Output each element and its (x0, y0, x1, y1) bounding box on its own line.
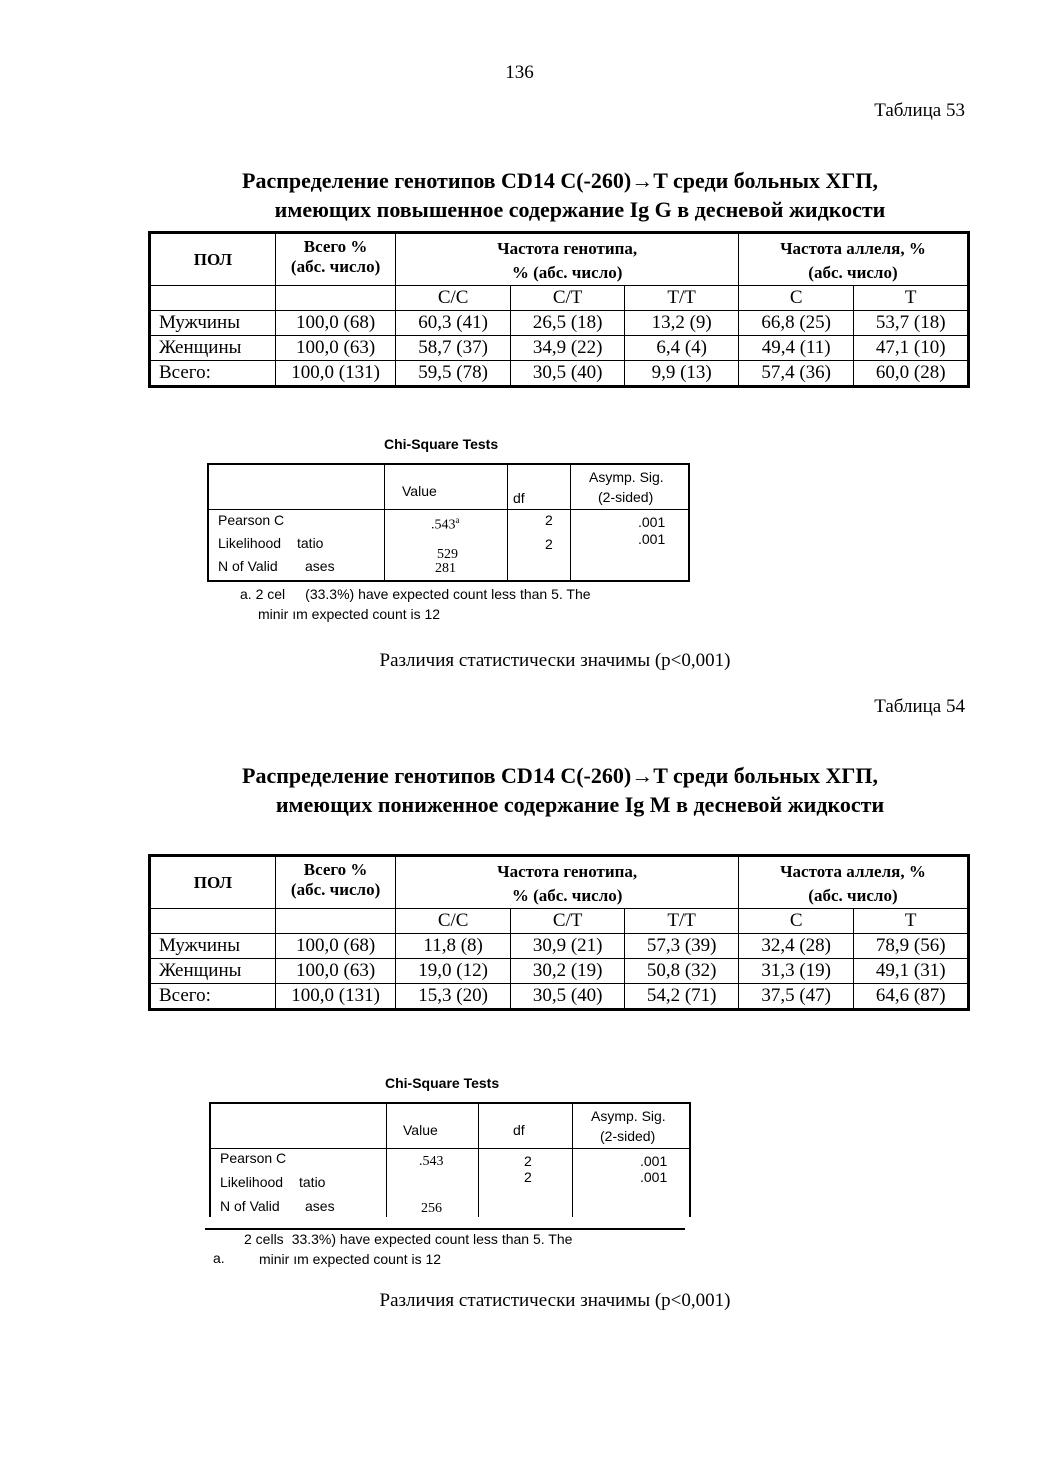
likelihood-df: 2 (545, 536, 553, 552)
col-header: C (738, 909, 854, 934)
valid-cases-value: 281 (435, 561, 456, 576)
row-valid: N of Valid (220, 1198, 280, 1214)
likelihood-df: 2 (524, 1169, 532, 1185)
row-likelihood-ratio: tatio (297, 535, 324, 551)
cell: 78,9 (56) (854, 934, 969, 959)
cell: 26,5 (18) (510, 311, 625, 336)
table-row (150, 361, 969, 387)
header-allele-sub: (абс. число) (738, 261, 968, 286)
genotype-table (148, 231, 970, 388)
cell: 100,0 (63) (275, 336, 396, 361)
header-allele: Частота аллеля, % (738, 856, 968, 885)
header-genotype: Частота генотипа, (396, 856, 739, 885)
table-title (120, 761, 1000, 819)
chi-square-title: Chi-Square Tests (384, 436, 499, 452)
table-row (150, 336, 969, 361)
row-likelihood: Likelihood (218, 535, 282, 551)
col-header: C/T (510, 286, 625, 311)
row-likelihood-ratio: tatio (299, 1174, 326, 1190)
row-pearson: Pearson C (218, 512, 285, 528)
cell: 47,1 (10) (854, 336, 969, 361)
col-header: T/T (625, 286, 739, 311)
table-title-line: Распределение генотипов CD14 C(-260)→T среди больных ХГП, (242, 168, 878, 193)
col-header: T/T (625, 909, 739, 934)
pearson-df: 2 (524, 1153, 532, 1169)
cell: 37,5 (47) (738, 984, 854, 1010)
cell: 66,8 (25) (738, 311, 854, 336)
header-sig-sub: (2-sided) (598, 489, 654, 505)
header-allele-sub: (абс. число) (738, 884, 968, 909)
table-row (150, 311, 969, 336)
likelihood-sig: .001 (640, 1169, 668, 1185)
table-title (120, 166, 1000, 224)
cell: 58,7 (37) (396, 336, 511, 361)
cell: 6,4 (4) (625, 336, 739, 361)
likelihood-value: 529 (437, 547, 458, 559)
row-valid: N of Valid (218, 558, 278, 574)
row-valid-cases: ases (305, 558, 335, 574)
chi-square-table (209, 1102, 691, 1217)
cell: 32,4 (28) (738, 934, 854, 959)
cell: 49,1 (31) (854, 959, 969, 984)
header-sig-sub: (2-sided) (600, 1128, 656, 1144)
table-label: Таблица 54 (874, 696, 965, 717)
cell: 30,2 (19) (510, 959, 625, 984)
row-label: Всего: (150, 984, 276, 1010)
row-pearson: Pearson C (220, 1150, 287, 1166)
chi-footnote: a. 2 cel (33.3%) have expected count less than 5. The minir ım expected count is 12 (240, 586, 591, 622)
cell: 100,0 (68) (275, 934, 396, 959)
cell: 11,8 (8) (396, 934, 511, 959)
pearson-value: .543 (419, 1154, 444, 1169)
table-title-line: имеющих пониженное содержание Ig M в десневой жидкости (275, 792, 885, 817)
row-label: Мужчины (150, 311, 276, 336)
pearson-sig: .001 (640, 1153, 668, 1169)
header-genotype-sub: % (абс. число) (396, 261, 739, 286)
table-row (150, 959, 969, 984)
header-total: Всего % (абс. число) (275, 856, 396, 909)
cell: 100,0 (68) (275, 311, 396, 336)
chi-footnote: 2 cells 33.3%) have expected count less than 5. The minir ım expected count is 12 (244, 1231, 573, 1267)
chi-footnote-marker: a. (213, 1250, 225, 1266)
pearson-value: .543$^a$ (431, 515, 460, 533)
header-genotype-sub: % (абс. число) (396, 884, 739, 909)
cell: 64,6 (87) (854, 984, 969, 1010)
table-row (150, 934, 969, 959)
cell: 9,9 (13) (625, 361, 739, 387)
row-label: Женщины (150, 959, 276, 984)
col-header: T (854, 909, 969, 934)
row-valid-cases: ases (305, 1198, 335, 1214)
table-label: Таблица 53 (874, 100, 965, 121)
col-header: C/C (396, 909, 511, 934)
cell: 31,3 (19) (738, 959, 854, 984)
pearson-df: 2 (545, 512, 553, 528)
header-df: df (513, 1122, 525, 1138)
cell: 53,7 (18) (854, 311, 969, 336)
col-header: C/T (510, 909, 625, 934)
cell: 59,5 (78) (396, 361, 511, 387)
col-header: C (738, 286, 854, 311)
header-allele: Частота аллеля, % (738, 233, 968, 262)
header-df: df (513, 490, 525, 506)
significance-note: Различия статистически значимы (p<0,001) (379, 650, 731, 671)
chi-square-table (207, 463, 690, 582)
table-row (150, 984, 969, 1010)
header-sig: Asymp. Sig. (589, 469, 664, 485)
cell: 100,0 (131) (275, 361, 396, 387)
cell: 50,8 (32) (625, 959, 739, 984)
header-value: Value (402, 483, 437, 499)
cell: 30,9 (21) (510, 934, 625, 959)
col-header: C/C (396, 286, 511, 311)
significance-note: Различия статистически значимы (p<0,001) (379, 1290, 731, 1311)
header-value: Value (403, 1122, 438, 1138)
header-genotype: Частота генотипа, (396, 233, 739, 262)
cell: 13,2 (9) (625, 311, 739, 336)
table-title-line: имеющих повышенное содержание Ig G в десневой жидкости (274, 197, 886, 222)
cell: 57,3 (39) (625, 934, 739, 959)
row-likelihood: Likelihood (220, 1174, 284, 1190)
cell: 30,5 (40) (510, 984, 625, 1010)
pearson-sig: .001 (638, 514, 666, 530)
row-label: Женщины (150, 336, 276, 361)
header-total: Всего % (абс. число) (275, 233, 396, 286)
cell: 60,3 (41) (396, 311, 511, 336)
table-title-line: Распределение генотипов CD14 C(-260)→T среди больных ХГП, (242, 763, 878, 788)
header-pol: ПОЛ (150, 233, 276, 286)
chi-square-title: Chi-Square Tests (385, 1075, 500, 1091)
row-label: Всего: (150, 361, 276, 387)
cell: 30,5 (40) (510, 361, 625, 387)
cell: 49,4 (11) (738, 336, 854, 361)
valid-cases-value: 256 (421, 1201, 442, 1216)
cell: 57,4 (36) (738, 361, 854, 387)
cell: 54,2 (71) (625, 984, 739, 1010)
genotype-table (148, 854, 970, 1011)
cell: 100,0 (63) (275, 959, 396, 984)
col-header: T (854, 286, 969, 311)
header-pol: ПОЛ (150, 856, 276, 909)
likelihood-sig: .001 (638, 531, 666, 547)
cell: 60,0 (28) (854, 361, 969, 387)
cell: 100,0 (131) (275, 984, 396, 1010)
cell: 15,3 (20) (396, 984, 511, 1010)
header-sig: Asymp. Sig. (591, 1108, 666, 1124)
cell: 19,0 (12) (396, 959, 511, 984)
cell: 34,9 (22) (510, 336, 625, 361)
page-number: 136 (505, 62, 534, 83)
row-label: Мужчины (150, 934, 276, 959)
